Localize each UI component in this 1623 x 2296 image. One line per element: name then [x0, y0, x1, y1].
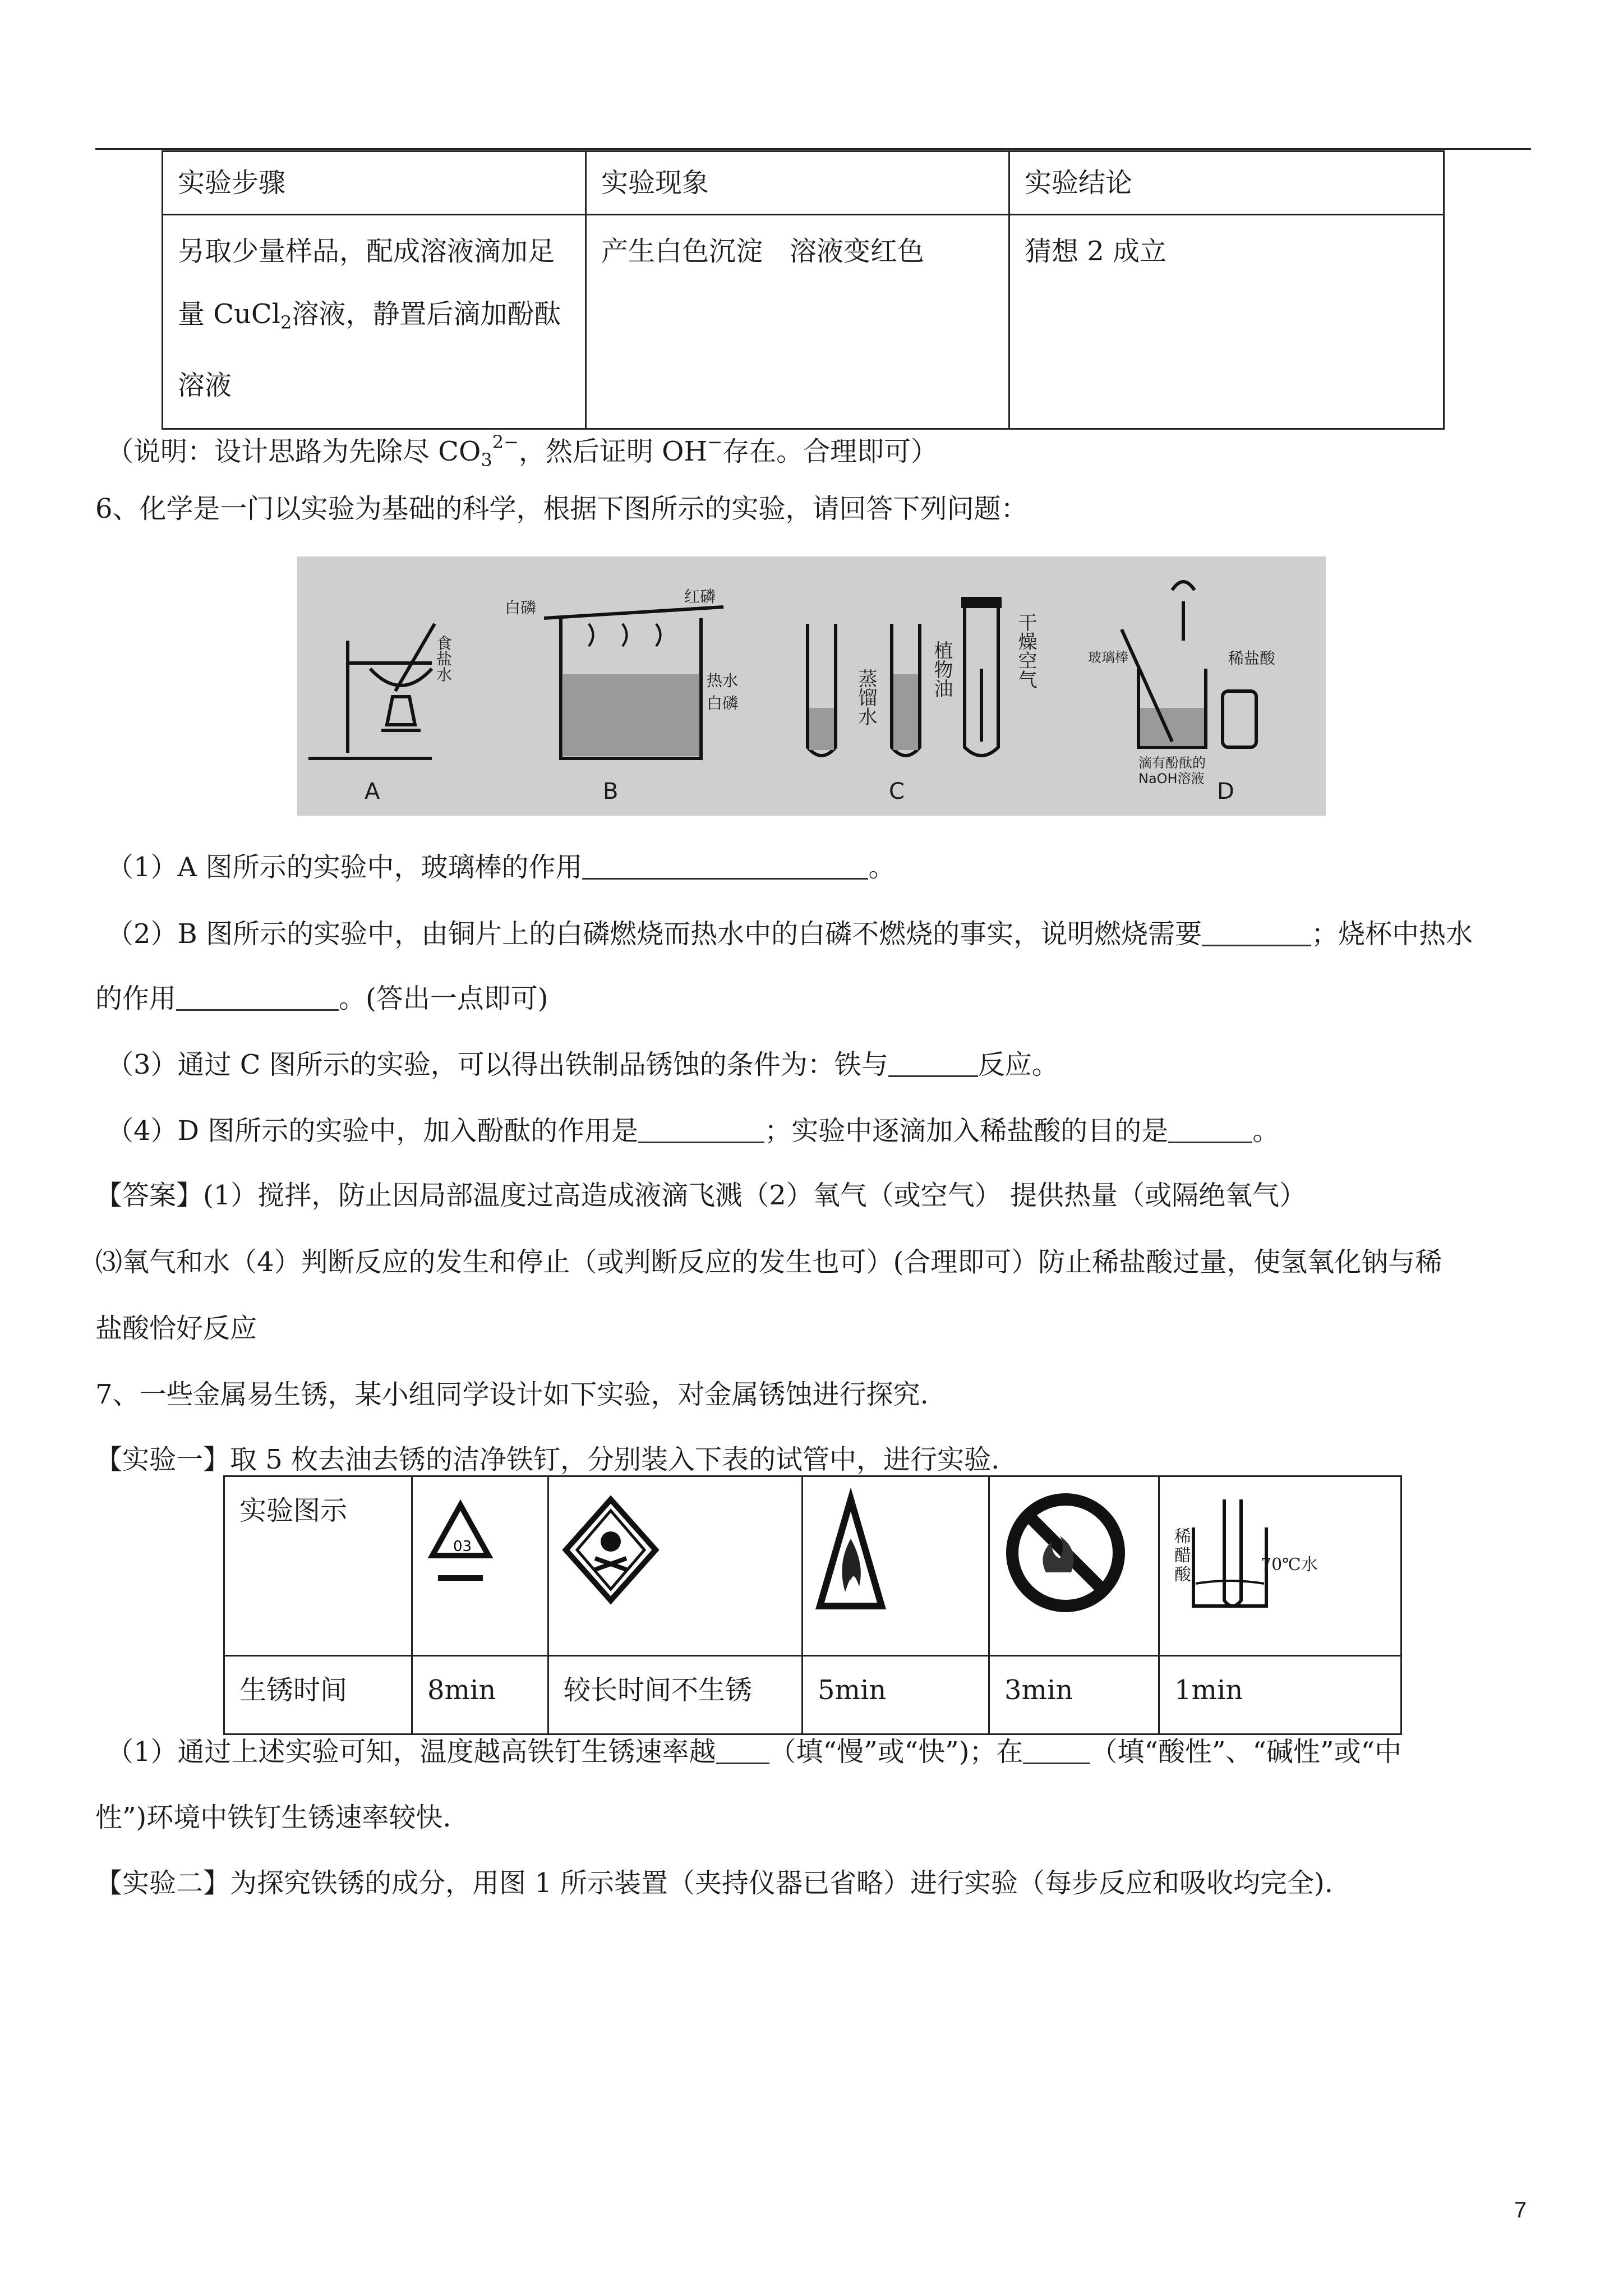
q6-p3-end: 反应。	[978, 1049, 1059, 1080]
q6-p2b-end: 。(答出一点即可)	[339, 983, 548, 1014]
experiment-figure	[297, 556, 1326, 816]
note-line	[107, 425, 938, 477]
q7-stem: 7、一些金属易生锈，某小组同学设计如下实验，对金属锈蚀进行探究.	[95, 1379, 929, 1410]
row-label-time: 生锈时间	[224, 1656, 412, 1734]
q6-p1-text: （1）A 图所示的实验中，玻璃棒的作用	[107, 852, 583, 883]
q6-p2b	[95, 982, 548, 1015]
time-cell-5: 1min	[1159, 1656, 1401, 1734]
header-rule	[95, 148, 1531, 150]
q6-p4-blank-2[interactable]	[1168, 1117, 1252, 1143]
step-text: 溶液，静置后滴加酚酞	[292, 298, 561, 330]
label-phenolphthalein: 滴有酚酞的	[1138, 755, 1206, 771]
q6-p4	[107, 1114, 1279, 1148]
cell-conclusion: 猜想 2 成立	[1009, 215, 1444, 429]
q7-blank-1[interactable]	[716, 1738, 769, 1764]
label-glass-rod: 玻璃棒	[1088, 650, 1128, 665]
time-cell-4: 3min	[989, 1656, 1159, 1734]
q6-p2b-text: 的作用	[95, 983, 177, 1014]
cell-step	[163, 215, 586, 429]
q6-p4-text: （4）D 图所示的实验中，加入酚酞的作用是	[107, 1115, 639, 1147]
q6-p3-blank[interactable]	[888, 1051, 978, 1077]
q6-p3-text: （3）通过 C 图所示的实验，可以得出铁制品锈蚀的条件为：铁与	[107, 1049, 888, 1080]
q7-p1a-end: （填“酸性”、“碱性”或“中	[1090, 1736, 1402, 1768]
cell-toxic	[548, 1476, 803, 1656]
figure-label-d: D	[1217, 779, 1234, 804]
label-vegetable-oil: 植物油	[930, 641, 953, 698]
q6-answer-3: 盐酸恰好反应	[95, 1313, 257, 1344]
step-formula: 量 CuCl	[178, 298, 280, 330]
beaker-water-label: 70℃水	[1261, 1555, 1318, 1575]
conclusion-table	[162, 150, 1445, 430]
page-number: 7	[1514, 2198, 1527, 2223]
cell-phenomenon: 产生白色沉淀 溶液变红色	[586, 215, 1009, 429]
label-red-p: 红磷	[684, 587, 716, 606]
label-salt-water: 食盐水	[434, 635, 453, 682]
row-label-diagram: 实验图示	[224, 1476, 412, 1656]
rust-table	[223, 1475, 1402, 1735]
step-line-2	[178, 283, 570, 354]
header-step: 实验步骤	[163, 151, 586, 215]
note-mid: ，然后证明 OH	[518, 436, 708, 467]
q6-stem: 6、化学是一门以实验为基础的科学，根据下图所示的实验，请回答下列问题：	[95, 493, 1028, 524]
note-post: 存在。合理即可）	[722, 436, 938, 467]
q7-exp2: 【实验二】为探究铁锈的成分，用图 1 所示装置（夹持仪器已省略）进行实验（每步反应和吸收均完全).	[95, 1867, 1334, 1899]
recycle-icon	[424, 1488, 497, 1612]
label-naoh: NaOH溶液	[1138, 771, 1205, 786]
q6-p4-mid: ；实验中逐滴加入稀盐酸的目的是	[764, 1115, 1169, 1147]
no-fire-icon	[1001, 1488, 1130, 1617]
recycle-number: 03	[453, 1538, 472, 1555]
q6-answer-1: 【答案】(1）搅拌，防止因局部温度过高造成液滴飞溅（2）氧气（或空气） 提供热量（或隔绝氧气）	[95, 1180, 1307, 1211]
table-row	[224, 1476, 1401, 1656]
apparatus-a-icon	[308, 624, 435, 758]
q6-answer-2: ⑶氧气和水（4）判断反应的发生和停止（或判断反应的发生也可）(合理即可）防止稀盐酸过量，使氢氧化钠与稀	[95, 1246, 1442, 1278]
time-cell-1: 8min	[412, 1656, 548, 1734]
cell-recycle	[412, 1476, 548, 1656]
note-sup2: −	[707, 431, 723, 453]
step-subscript: 2	[280, 312, 292, 333]
header-phenomenon: 实验现象	[586, 151, 1009, 215]
q6-p1	[107, 850, 895, 884]
time-cell-3: 5min	[803, 1656, 989, 1734]
q7-exp1: 【实验一】取 5 枚去油去锈的洁净铁钉，分别装入下表的试管中，进行实验.	[95, 1444, 1000, 1475]
beaker-acid-label: 稀醋酸	[1174, 1527, 1191, 1585]
table-row	[224, 1656, 1401, 1734]
label-dilute-hcl: 稀盐酸	[1228, 649, 1276, 668]
q6-p2-blank-1[interactable]	[1202, 920, 1311, 946]
note-sup: 2−	[492, 431, 519, 453]
table-row	[163, 215, 1444, 429]
cell-beaker	[1159, 1476, 1401, 1656]
figure-label-b: B	[603, 779, 619, 804]
figure-label-a: A	[365, 779, 380, 804]
flammable-warning-icon	[814, 1488, 887, 1617]
header-conclusion: 实验结论	[1009, 151, 1444, 215]
note-sub: 3	[481, 449, 492, 471]
q6-p1-end: 。	[868, 852, 896, 883]
toxic-hazard-icon	[560, 1488, 661, 1612]
time-cell-2: 较长时间不生锈	[548, 1656, 803, 1734]
cell-flammable	[803, 1476, 989, 1656]
label-dry-air: 干燥空气	[1015, 613, 1037, 689]
label-distilled-water: 蒸馏水	[855, 669, 877, 726]
q6-p2a	[107, 917, 1473, 951]
q6-p2a-text: （2）B 图所示的实验中，由铜片上的白磷燃烧而热水中的白磷不燃烧的事实，说明燃烧需要	[107, 918, 1202, 950]
cell-no-fire	[989, 1476, 1159, 1656]
apparatus-b-icon	[544, 607, 723, 758]
q6-p2a-end: ；烧杯中热水	[1311, 918, 1473, 950]
q7-blank-2[interactable]	[1023, 1738, 1090, 1764]
q7-p1a	[107, 1735, 1401, 1769]
q7-p1a-text: （1）通过上述实验可知，温度越高铁钉生锈速率越	[107, 1736, 716, 1768]
figure-label-c: C	[889, 779, 905, 804]
step-line-3: 溶液	[178, 370, 232, 401]
label-white-p-top: 白磷	[505, 599, 537, 617]
q6-p4-end: 。	[1252, 1115, 1280, 1147]
q6-p1-blank[interactable]	[582, 853, 868, 880]
table-header-row	[163, 151, 1444, 215]
q7-p1b: 性”)环境中铁钉生锈速率较快.	[95, 1802, 451, 1833]
q6-p3	[107, 1048, 1059, 1082]
step-line-1: 另取少量样品，配成溶液滴加足	[178, 236, 555, 267]
label-white-p-bottom: 白磷	[707, 694, 739, 712]
note-pre: （说明：设计思路为先除尽 CO	[107, 436, 481, 467]
q6-p2-blank-2[interactable]	[176, 984, 339, 1011]
label-hot-water: 热水	[707, 671, 739, 690]
q7-p1a-mid: （填“慢”或“快”)；在	[769, 1736, 1023, 1768]
apparatus-c-icon	[808, 597, 1002, 756]
q6-p4-blank-1[interactable]	[638, 1117, 764, 1143]
